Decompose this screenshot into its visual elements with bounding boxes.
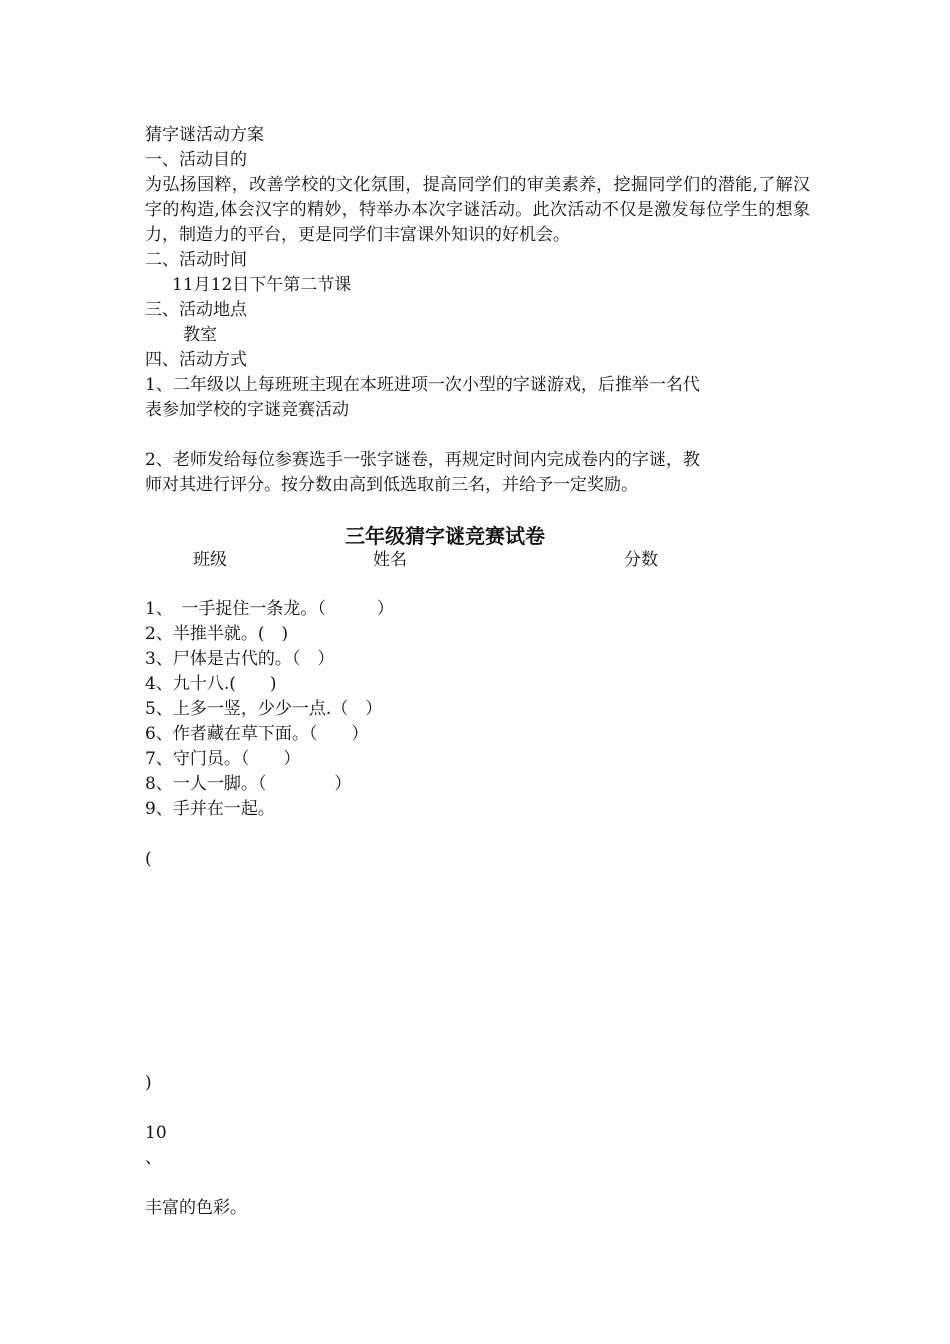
question-9-open-paren: ( <box>145 849 152 869</box>
section-4-item-1-line-2: 表参加学校的字谜竞赛活动 <box>145 400 349 420</box>
section-1-heading: 一、活动目的 <box>145 150 247 170</box>
question-6: 6、作者藏在草下面。（ ） <box>145 724 369 744</box>
field-score-label: 分数 <box>624 550 658 570</box>
field-name-label: 姓名 <box>373 550 407 570</box>
question-10-number: 10 <box>145 1123 167 1143</box>
section-1-paragraph: 为弘扬国粹，改善学校的文化氛围，提高同学们的审美素养，挖掘同学们的潜能,了解汉字的构造,体会汉字的精妙，特举办本次字谜活动。此次活动不仅是激发每位学生的想象力，制造力的平台，更是同学们丰富课外知识的好机会。 <box>145 175 810 245</box>
section-4-item-2-line-2: 师对其进行评分。按分数由高到低选取前三名，并给予一定奖励。 <box>145 475 638 495</box>
section-2-heading: 二、活动时间 <box>145 250 247 270</box>
question-10-text: 丰富的色彩。 <box>145 1198 247 1218</box>
question-5: 5、上多一竖，少少一点.（ ） <box>145 699 383 719</box>
quiz-title: 三年级猜字谜竞赛试卷 <box>345 524 545 548</box>
section-3-heading: 三、活动地点 <box>145 300 247 320</box>
section-4-heading: 四、活动方式 <box>145 350 247 370</box>
question-9-close-paren: ) <box>145 1073 152 1093</box>
question-2: 2、半推半就。( ) <box>145 624 289 644</box>
question-4: 4、九十八.( ) <box>145 674 277 694</box>
section-4-item-1-line-1: 1、二年级以上每班班主现在本班进项一次小型的字谜游戏，后推举一名代 <box>145 375 700 395</box>
question-7: 7、守门员。（ ） <box>145 749 301 769</box>
doc-title: 猜字谜活动方案 <box>145 125 264 145</box>
field-class-label: 班级 <box>193 550 227 570</box>
section-2-value: 11月12日下午第二节课 <box>172 275 352 295</box>
question-10-mark: 、 <box>145 1148 162 1168</box>
question-8: 8、一人一脚。（ ） <box>145 774 352 794</box>
question-9: 9、手并在一起。 <box>145 799 275 819</box>
section-3-value: 教室 <box>183 325 217 345</box>
section-4-item-2-line-1: 2、老师发给每位参赛选手一张字谜卷，再规定时间内完成卷内的字谜，教 <box>145 450 700 470</box>
question-1: 1、 一手捉住一条龙。（ ） <box>145 599 394 619</box>
question-3: 3、尸体是古代的。（ ） <box>145 649 335 669</box>
